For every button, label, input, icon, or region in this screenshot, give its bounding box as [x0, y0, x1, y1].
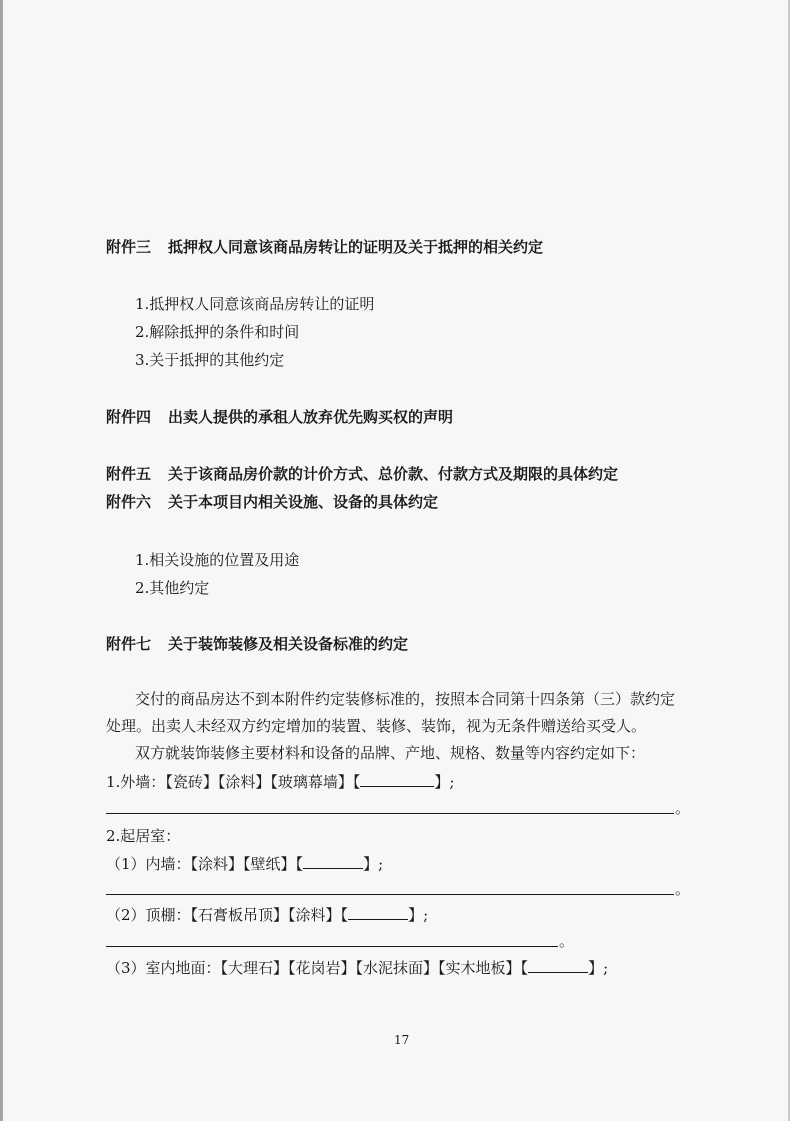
exterior-wall-prefix: 1.外墙： [106, 773, 166, 791]
ceiling-fill-line[interactable] [106, 946, 558, 947]
attachment-3-label: 附件三 [106, 238, 152, 256]
paragraph-1-line-1: 交付的商品房达不到本附件约定装修标准的，按照本合同第十四条第（三）款约定 [135, 690, 676, 708]
page-number: 17 [394, 1033, 410, 1047]
floor-line [106, 958, 608, 978]
exterior-wall-line [106, 772, 454, 792]
inner-wall-prefix: （1）内墙： [106, 855, 191, 873]
scan-edge-left [0, 0, 3, 1121]
attachment-3-item-1: 1.抵押权人同意该商品房转让的证明 [135, 295, 375, 313]
exterior-wall-fill-line[interactable] [106, 813, 674, 814]
inner-wall-suffix: 】; [363, 855, 384, 873]
inner-wall-options: 【涂料】【壁纸】【 [190, 855, 304, 873]
attachment-6-heading [106, 492, 438, 512]
ceiling-suffix: 】; [408, 906, 429, 924]
exterior-wall-end-mark: 。 [675, 799, 691, 817]
attachment-6-item-2: 2.其他约定 [135, 579, 210, 597]
ceiling-line [106, 905, 428, 925]
attachment-3-heading [106, 237, 543, 257]
attachment-6-item-1: 1.相关设施的位置及用途 [135, 551, 300, 569]
paragraph-2: 双方就装饰装修主要材料和设备的品牌、产地、规格、数量等内容约定如下： [135, 744, 646, 762]
attachment-7-heading [106, 634, 408, 654]
inner-wall-fill-line[interactable] [106, 894, 674, 895]
inner-wall-end-mark: 。 [675, 880, 691, 898]
exterior-wall-blank[interactable] [360, 772, 434, 787]
ceiling-end-mark: 。 [559, 932, 575, 950]
attachment-6-title: 关于本项目内相关设施、设备的具体约定 [168, 493, 439, 511]
paragraph-1-line-2: 处理。出卖人未经双方约定增加的装置、装修、装饰，视为无条件赠送给买受人。 [106, 717, 647, 735]
attachment-3-item-2: 2.解除抵押的条件和时间 [135, 323, 300, 341]
floor-suffix: 】; [588, 959, 609, 977]
floor-prefix: （3）室内地面： [106, 959, 221, 977]
exterior-wall-options: 【瓷砖】【涂料】【玻璃幕墙】【 [165, 773, 361, 791]
ceiling-options: 【石膏板吊顶】【涂料】【 [190, 906, 349, 924]
floor-blank[interactable] [528, 958, 588, 973]
ceiling-prefix: （2）顶棚： [106, 906, 191, 924]
attachment-4-heading [106, 407, 453, 427]
attachment-3-item-3: 3.关于抵押的其他约定 [135, 351, 285, 369]
living-room-title: 2.起居室： [106, 827, 181, 845]
attachment-6-label: 附件六 [106, 493, 152, 511]
attachment-3-title: 抵押权人同意该商品房转让的证明及关于抵押的相关约定 [168, 238, 544, 256]
attachment-7-label: 附件七 [106, 635, 152, 653]
ceiling-blank[interactable] [348, 905, 408, 920]
attachment-5-title: 关于该商品房价款的计价方式、总价款、付款方式及期限的具体约定 [168, 465, 619, 483]
exterior-wall-suffix: 】; [434, 773, 455, 791]
attachment-4-label: 附件四 [106, 408, 152, 426]
attachment-4-title: 出卖人提供的承租人放弃优先购买权的声明 [168, 408, 454, 426]
attachment-7-title: 关于装饰装修及相关设备标准的约定 [168, 635, 409, 653]
attachment-5-label: 附件五 [106, 465, 152, 483]
inner-wall-line [106, 854, 383, 874]
floor-options: 【大理石】【花岗岩】【水泥抹面】【实木地板】【 [220, 959, 529, 977]
inner-wall-blank[interactable] [303, 854, 363, 869]
attachment-5-heading [106, 464, 618, 484]
